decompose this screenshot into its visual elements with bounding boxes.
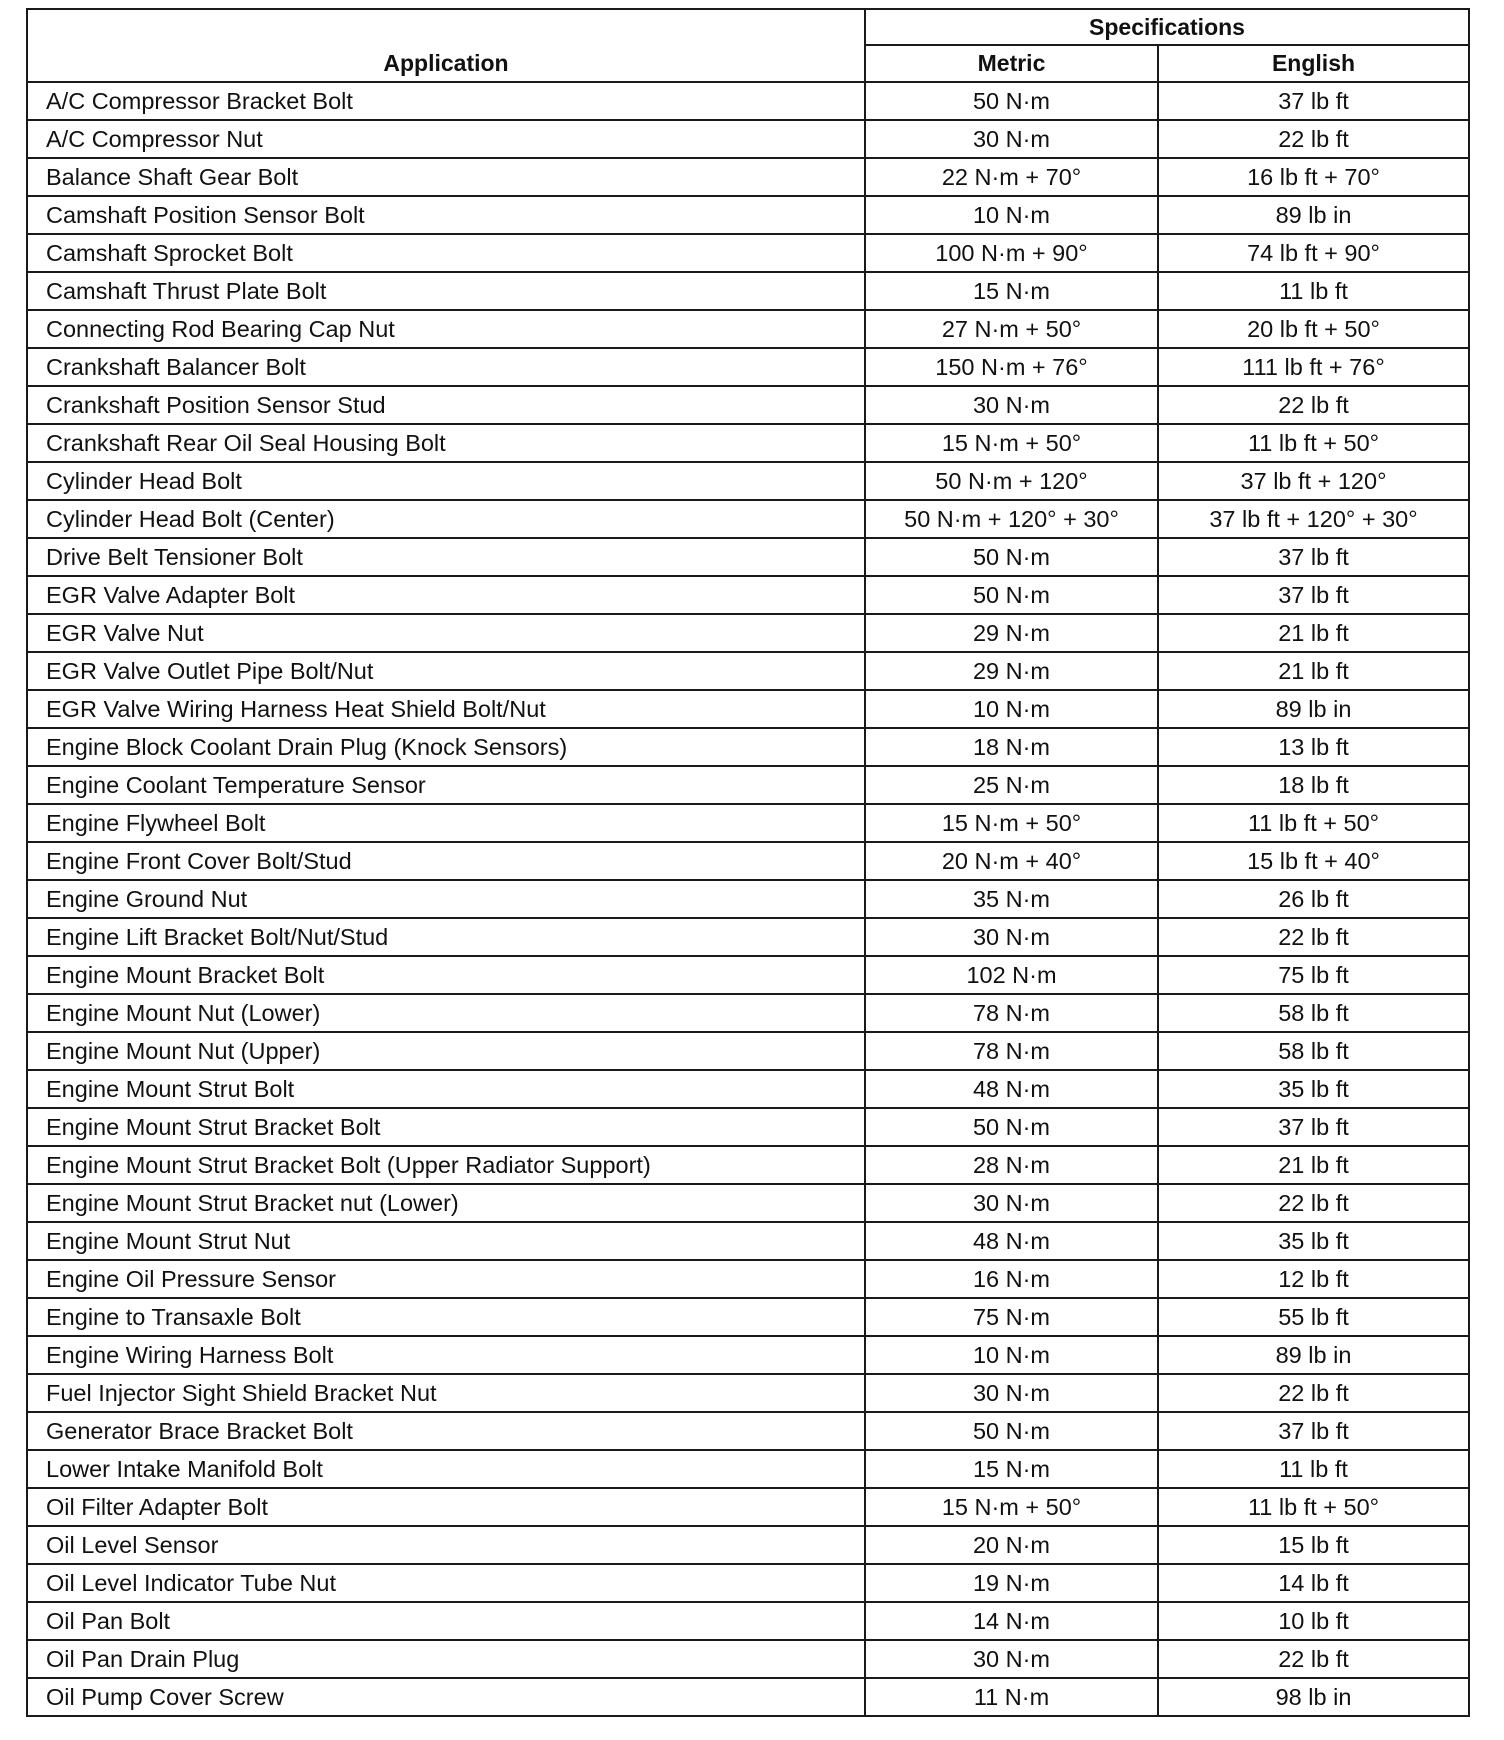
table-row [27, 1488, 1469, 1526]
application-cell: Camshaft Position Sensor Bolt [27, 196, 865, 234]
english-cell: 37 lb ft [1158, 576, 1469, 614]
application-cell: Oil Level Sensor [27, 1526, 865, 1564]
english-cell: 12 lb ft [1158, 1260, 1469, 1298]
english-cell: 22 lb ft [1158, 1640, 1469, 1678]
application-cell: Engine Oil Pressure Sensor [27, 1260, 865, 1298]
english-cell: 22 lb ft [1158, 1184, 1469, 1222]
torque-spec-table [26, 8, 1470, 1717]
application-cell: EGR Valve Wiring Harness Heat Shield Bolt/Nut [27, 690, 865, 728]
application-cell: Engine Mount Strut Nut [27, 1222, 865, 1260]
english-cell: 37 lb ft + 120° + 30° [1158, 500, 1469, 538]
metric-cell: 15 N·m [865, 1450, 1158, 1488]
application-cell: Engine Front Cover Bolt/Stud [27, 842, 865, 880]
specifications-header: Specifications [865, 9, 1469, 45]
application-cell: Engine Mount Strut Bolt [27, 1070, 865, 1108]
english-cell: 75 lb ft [1158, 956, 1469, 994]
table-row [27, 120, 1469, 158]
metric-cell: 150 N·m + 76° [865, 348, 1158, 386]
table-row [27, 424, 1469, 462]
table-row [27, 1222, 1469, 1260]
english-cell: 22 lb ft [1158, 918, 1469, 956]
table-row [27, 1298, 1469, 1336]
application-cell: Engine Mount Nut (Lower) [27, 994, 865, 1032]
application-cell: Engine Coolant Temperature Sensor [27, 766, 865, 804]
english-cell: 89 lb in [1158, 1336, 1469, 1374]
application-cell: Oil Pump Cover Screw [27, 1678, 865, 1716]
application-cell: Generator Brace Bracket Bolt [27, 1412, 865, 1450]
application-cell: Oil Level Indicator Tube Nut [27, 1564, 865, 1602]
english-cell: 14 lb ft [1158, 1564, 1469, 1602]
application-cell: Engine Block Coolant Drain Plug (Knock Sensors) [27, 728, 865, 766]
application-cell: Oil Filter Adapter Bolt [27, 1488, 865, 1526]
english-cell: 89 lb in [1158, 196, 1469, 234]
metric-cell: 25 N·m [865, 766, 1158, 804]
application-cell: Engine Mount Nut (Upper) [27, 1032, 865, 1070]
table-row [27, 196, 1469, 234]
application-cell: Fuel Injector Sight Shield Bracket Nut [27, 1374, 865, 1412]
english-cell: 20 lb ft + 50° [1158, 310, 1469, 348]
metric-cell: 29 N·m [865, 652, 1158, 690]
metric-cell: 14 N·m [865, 1602, 1158, 1640]
table-row [27, 386, 1469, 424]
english-cell: 15 lb ft [1158, 1526, 1469, 1564]
application-cell: Oil Pan Drain Plug [27, 1640, 865, 1678]
english-cell: 74 lb ft + 90° [1158, 234, 1469, 272]
table-row [27, 766, 1469, 804]
application-header: Application [27, 9, 865, 82]
application-cell: Camshaft Sprocket Bolt [27, 234, 865, 272]
table-row [27, 804, 1469, 842]
english-cell: 22 lb ft [1158, 1374, 1469, 1412]
application-cell: Crankshaft Balancer Bolt [27, 348, 865, 386]
metric-cell: 15 N·m + 50° [865, 804, 1158, 842]
metric-cell: 16 N·m [865, 1260, 1158, 1298]
english-cell: 11 lb ft + 50° [1158, 1488, 1469, 1526]
application-cell: EGR Valve Adapter Bolt [27, 576, 865, 614]
metric-cell: 28 N·m [865, 1146, 1158, 1184]
metric-cell: 48 N·m [865, 1070, 1158, 1108]
english-cell: 21 lb ft [1158, 614, 1469, 652]
table-row [27, 538, 1469, 576]
metric-cell: 30 N·m [865, 120, 1158, 158]
english-cell: 15 lb ft + 40° [1158, 842, 1469, 880]
english-cell: 89 lb in [1158, 690, 1469, 728]
table-row [27, 880, 1469, 918]
metric-cell: 50 N·m [865, 1412, 1158, 1450]
metric-cell: 15 N·m [865, 272, 1158, 310]
metric-cell: 20 N·m + 40° [865, 842, 1158, 880]
metric-cell: 30 N·m [865, 918, 1158, 956]
metric-cell: 50 N·m [865, 538, 1158, 576]
english-cell: 37 lb ft [1158, 538, 1469, 576]
metric-cell: 20 N·m [865, 1526, 1158, 1564]
metric-cell: 48 N·m [865, 1222, 1158, 1260]
application-cell: EGR Valve Nut [27, 614, 865, 652]
table-row [27, 728, 1469, 766]
table-row [27, 1184, 1469, 1222]
english-cell: 11 lb ft + 50° [1158, 424, 1469, 462]
application-cell: Connecting Rod Bearing Cap Nut [27, 310, 865, 348]
english-cell: 11 lb ft [1158, 272, 1469, 310]
application-cell: Engine Ground Nut [27, 880, 865, 918]
table-row [27, 1526, 1469, 1564]
english-cell: 18 lb ft [1158, 766, 1469, 804]
application-cell: Engine Mount Strut Bracket Bolt [27, 1108, 865, 1146]
metric-cell: 30 N·m [865, 386, 1158, 424]
english-cell: 26 lb ft [1158, 880, 1469, 918]
table-row [27, 652, 1469, 690]
table-row [27, 1412, 1469, 1450]
table-row [27, 500, 1469, 538]
metric-cell: 30 N·m [865, 1374, 1158, 1412]
table-row [27, 1146, 1469, 1184]
table-row [27, 614, 1469, 652]
metric-cell: 102 N·m [865, 956, 1158, 994]
metric-cell: 22 N·m + 70° [865, 158, 1158, 196]
table-row [27, 310, 1469, 348]
metric-cell: 15 N·m + 50° [865, 424, 1158, 462]
table-row [27, 1336, 1469, 1374]
application-cell: EGR Valve Outlet Pipe Bolt/Nut [27, 652, 865, 690]
metric-cell: 50 N·m [865, 1108, 1158, 1146]
english-header: English [1158, 45, 1469, 82]
english-cell: 21 lb ft [1158, 1146, 1469, 1184]
english-cell: 37 lb ft [1158, 1108, 1469, 1146]
metric-cell: 100 N·m + 90° [865, 234, 1158, 272]
metric-cell: 30 N·m [865, 1640, 1158, 1678]
english-cell: 111 lb ft + 76° [1158, 348, 1469, 386]
application-cell: Crankshaft Rear Oil Seal Housing Bolt [27, 424, 865, 462]
application-cell: Engine Mount Strut Bracket Bolt (Upper Radiator Support) [27, 1146, 865, 1184]
table-row [27, 1070, 1469, 1108]
english-cell: 10 lb ft [1158, 1602, 1469, 1640]
metric-cell: 50 N·m + 120° + 30° [865, 500, 1158, 538]
english-cell: 22 lb ft [1158, 120, 1469, 158]
english-cell: 58 lb ft [1158, 1032, 1469, 1070]
application-cell: Engine Flywheel Bolt [27, 804, 865, 842]
metric-cell: 15 N·m + 50° [865, 1488, 1158, 1526]
application-cell: Engine Lift Bracket Bolt/Nut/Stud [27, 918, 865, 956]
english-cell: 35 lb ft [1158, 1070, 1469, 1108]
metric-cell: 10 N·m [865, 690, 1158, 728]
application-cell: Lower Intake Manifold Bolt [27, 1450, 865, 1488]
metric-cell: 78 N·m [865, 994, 1158, 1032]
english-cell: 58 lb ft [1158, 994, 1469, 1032]
table-row [27, 1640, 1469, 1678]
application-cell: Cylinder Head Bolt (Center) [27, 500, 865, 538]
english-cell: 37 lb ft [1158, 82, 1469, 120]
table-row [27, 462, 1469, 500]
table-row [27, 1564, 1469, 1602]
metric-cell: 35 N·m [865, 880, 1158, 918]
table-row [27, 82, 1469, 120]
application-cell: Engine Mount Bracket Bolt [27, 956, 865, 994]
table-row [27, 1374, 1469, 1412]
application-cell: Engine to Transaxle Bolt [27, 1298, 865, 1336]
application-cell: Cylinder Head Bolt [27, 462, 865, 500]
application-cell: Drive Belt Tensioner Bolt [27, 538, 865, 576]
english-cell: 35 lb ft [1158, 1222, 1469, 1260]
table-row [27, 272, 1469, 310]
english-cell: 37 lb ft [1158, 1412, 1469, 1450]
table-row [27, 994, 1469, 1032]
application-cell: Engine Wiring Harness Bolt [27, 1336, 865, 1374]
metric-cell: 50 N·m [865, 576, 1158, 614]
application-cell: Camshaft Thrust Plate Bolt [27, 272, 865, 310]
table-row [27, 1678, 1469, 1716]
metric-cell: 75 N·m [865, 1298, 1158, 1336]
table-row [27, 576, 1469, 614]
table-row [27, 1260, 1469, 1298]
application-cell: Oil Pan Bolt [27, 1602, 865, 1640]
english-cell: 22 lb ft [1158, 386, 1469, 424]
english-cell: 98 lb in [1158, 1678, 1469, 1716]
metric-cell: 18 N·m [865, 728, 1158, 766]
english-cell: 16 lb ft + 70° [1158, 158, 1469, 196]
table-row [27, 918, 1469, 956]
metric-cell: 50 N·m + 120° [865, 462, 1158, 500]
metric-cell: 19 N·m [865, 1564, 1158, 1602]
application-cell: Balance Shaft Gear Bolt [27, 158, 865, 196]
application-cell: Crankshaft Position Sensor Stud [27, 386, 865, 424]
metric-cell: 10 N·m [865, 196, 1158, 234]
metric-cell: 50 N·m [865, 82, 1158, 120]
table-row [27, 956, 1469, 994]
metric-cell: 10 N·m [865, 1336, 1158, 1374]
metric-cell: 29 N·m [865, 614, 1158, 652]
table-row [27, 1032, 1469, 1070]
table-row [27, 1450, 1469, 1488]
table-header [27, 9, 1469, 82]
table-body [27, 82, 1469, 1716]
english-cell: 11 lb ft + 50° [1158, 804, 1469, 842]
application-cell: A/C Compressor Nut [27, 120, 865, 158]
table-row [27, 348, 1469, 386]
metric-cell: 30 N·m [865, 1184, 1158, 1222]
english-cell: 21 lb ft [1158, 652, 1469, 690]
english-cell: 13 lb ft [1158, 728, 1469, 766]
table-row [27, 1602, 1469, 1640]
metric-cell: 11 N·m [865, 1678, 1158, 1716]
table-row [27, 1108, 1469, 1146]
table-row [27, 158, 1469, 196]
application-cell: Engine Mount Strut Bracket nut (Lower) [27, 1184, 865, 1222]
application-cell: A/C Compressor Bracket Bolt [27, 82, 865, 120]
table-row [27, 690, 1469, 728]
metric-cell: 78 N·m [865, 1032, 1158, 1070]
table-row [27, 842, 1469, 880]
table-row [27, 234, 1469, 272]
metric-header: Metric [865, 45, 1158, 82]
english-cell: 55 lb ft [1158, 1298, 1469, 1336]
english-cell: 37 lb ft + 120° [1158, 462, 1469, 500]
english-cell: 11 lb ft [1158, 1450, 1469, 1488]
metric-cell: 27 N·m + 50° [865, 310, 1158, 348]
